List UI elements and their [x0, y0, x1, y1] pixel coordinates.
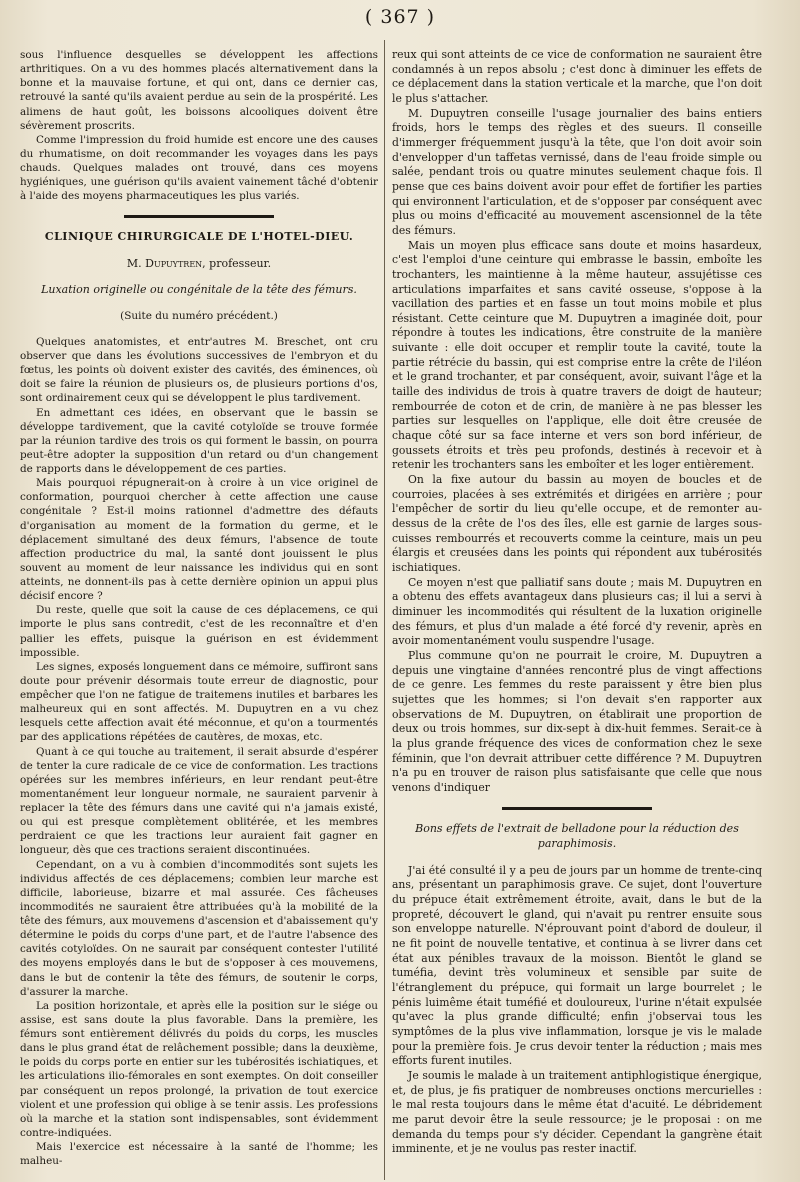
page-number: ( 367 )	[364, 6, 436, 28]
section-rule	[124, 215, 274, 218]
paragraph: Mais un moyen plus efficace sans doute et moins hasardeux, c'est l'emploi d'une ceinture qui embrasse le bassin, emboîte les trochanters, les maintienne à la même hauteur, assujétisse ces articulations imparfaites et sans cavité osseuse, s'oppose à la vacillation des parties et en fasse un tout moins mobile et plus résistant. Cette ceinture que M. Dupuytren a imaginée doit, pour répondre à toutes les indications, être construite de la manière suivante : elle doit occuper et remplir toute la cavité, toute la partie rétrécie du bassin, qui est comprise entre la crête de l'iléon et le grand trochanter, et par conséquent, avoir, suivant l'âge et la taille des individus de trois à quatre travers de doigt de hauteur; rembourrée de coton et de crin, de manière à ne pas blesser les parties sur lesquelles on l'applique, elle doit être creusée de chaque côté sur sa face interne et vers son bord inférieur, de goussets étroits et très peu profonds, destinés à recevoir et à retenir les trochanters sans les emboîter et les loger entièrement.	[392, 238, 762, 472]
paragraph: Les signes, exposés longuement dans ce mémoire, suffiront sans doute pour prévenir désormais toute erreur de diagnostic, pour empêcher que l'on ne fatigue de traitemens inutiles et barbares les malheureux qui en sont affectés. M. Dupuytren en a vu chez lesquels cette affection avait été méconnue, et qu'on a tourmentés par des applications répétées de cautères, de moxas, etc.	[20, 660, 378, 744]
paragraph: sous l'influence desquelles se développent les affections arthritiques. On a vu des hommes placés alternativement dans la bonne et la mauvaise fortune, et qui ont, dans ce dernier cas, retrouvé la santé qu'ils avaient perdue au sein de la prospérité. Les alimens de haut goût, les boissons alcooliques doivent être sévèrement proscrits.	[20, 49, 378, 132]
right-column	[392, 48, 762, 1157]
paragraph: Je soumis le malade à un traitement antiphlogistique énergique, et, de plus, je fis pratiquer de nombreuses onctions mercurielles : le mal resta toujours dans le même état d'acuité. Le débridement me parut devoir être la seule ressource; je le proposai : on me demanda du temps pour s'y décider. Cependant la gangrène était imminente, et je ne voulus pas rester inactif.	[392, 1068, 762, 1156]
paragraph: Quelques anatomistes, et entr'autres M. Breschet, ont cru observer que dans les évolutions successives de l'embryon et du fœtus, les points où doivent exister des cavités, des éminences, où doit se faire la réunion de plusieurs os, de plusieurs portions d'os, sont ordinairement ceux qui se développent le plus tardivement.	[20, 335, 378, 405]
column-divider	[384, 40, 385, 1180]
paragraph: Cependant, on a vu à combien d'incommodités sont sujets les individus affectés de ces déplacemens; combien leur marche est difficile, laborieuse, bizarre et mal assurée. Ces fâcheuses incommodités ne sauraient être attribuées qu'à la mobilité de la tête des fémurs, aux mouvemens d'ascension et d'abaissement qu'y détermine le poids du corps d'une part, et de l'autre l'absence des cavités cotyloïdes. On ne saurait par conséquent contester l'utilité des moyens employés dans le but de s'opposer à ces mouvemens, dans le but de contenir la tête des fémurs, de soutenir le corps, d'assurer la marche.	[20, 858, 378, 998]
paragraph: Mais pourquoi répugnerait-on à croire à un vice originel de conformation, pourquoi chercher à cette affection une cause congénitale ? Est-il moins rationnel d'admettre des défauts d'organisation au moment de la formation du germe, et le déplacement simultané des deux fémurs, l'absence de toute affection productrice du mal, la santé dont jouissent le plus souvent au moment de leur naissance les individus qui en sont atteints, ne donnent-ils pas à cette dernière opinion un appui plus décisif encore ?	[20, 477, 378, 603]
paragraph: M. Dupuytren conseille l'usage journalier des bains entiers froids, hors le temps des règles et des sueurs. Il conseille d'immerger fréquemment jusqu'à la tête, que l'on doit avoir soin d'envelopper d'un taffetas vernissé, dans de l'eau froide simple ou salée, pendant trois ou quatre minutes seulement chaque fois. Il pense que ces bains doivent avoir pour effet de fortifier les parties qui environnent l'articulation, et de s'opposer par conséquent avec plus ou moins d'efficacité au mouvement ascensionnel de la tête des fémurs.	[392, 106, 762, 237]
paragraph: On la fixe autour du bassin au moyen de boucles et de courroies, placées à ses extrémités et dirigées en arrière ; pour l'empêcher de sortir du lieu qu'elle occupe, et de remonter au-dessus de la crête de l'os des îles, elle est garnie de larges sous-cuisses rembourrés et recouverts comme la ceinture, mais un peu élargis et creusées dans les points qui répondent aux tubérosités ischiatiques.	[392, 473, 762, 574]
paragraph: Mais l'exercice est nécessaire à la santé de l'homme; les malheu-	[20, 1141, 378, 1168]
author-line	[20, 257, 378, 271]
paragraph: reux qui sont atteints de ce vice de conformation ne sauraient être condamnés à un repos absolu ; c'est donc à diminuer les effets de ce déplacement dans la station verticale et la marche, que l'on doit le plus s'attacher.	[392, 48, 762, 105]
author-prefix: M.	[126, 256, 142, 270]
paragraph: J'ai été consulté il y a peu de jours par un homme de trente-cinq ans, présentant un paraphimosis grave. Ce sujet, dont l'ouverture du prépuce était extrêmement étroite, avait, dans le but de la propreté, découvert le gland, qui n'avait pu rentrer ensuite sous son enveloppe naturelle. N'éprouvant point d'abord de douleur, il ne fit point de nouvelle tentative, et continua à se livrer dans cet état aux pénibles travaux de la moisson. Bientôt le gland se tuméfia, devint très volumineux et sensible par suite de l'étranglement du prépuce, qui formait un large bourrelet ; le pénis luimême était tuméfié et douloureux, l'urine n'était expulsée qu'avec la plus grande difficulté; enfin j'observai tous les symptômes de la plus vive inflammation, lorsque je vis le malade pour la première fois. Je crus devoir tenter la réduction ; mais mes efforts furent inutiles.	[392, 863, 762, 1068]
paragraph: Comme l'impression du froid humide est encore une des causes du rhumatisme, on doit recommander les voyages dans les pays chauds. Quelques malades ont trouvé, dans ces moyens hygiéniques, une guérison qu'ils avaient vainement tâché d'obtenir à l'aide des moyens pharmaceutiques les plus variés.	[20, 133, 378, 203]
paragraph: Du reste, quelle que soit la cause de ces déplacemens, ce qui importe le plus sans contredit, c'est de les reconnaître et d'en pallier les effets, puisque la guérison en est évidemment impossible.	[20, 604, 378, 659]
paragraph: Ce moyen n'est que palliatif sans doute ; mais M. Dupuytren en a obtenu des effets avantageux dans plusieurs cas; il lui a servi à diminuer les incommodités qui résultent de la luxation originelle des fémurs, et plus d'un malade a été forcé d'y revenir, après en avoir momentanément voulu suspendre l'usage.	[392, 575, 762, 648]
author-suffix: , professeur.	[202, 256, 272, 270]
section-title: CLINIQUE CHIRURGICALE DE L'HOTEL-DIEU.	[44, 230, 354, 244]
paragraph: Plus commune qu'on ne pourrait le croire, M. Dupuytren a depuis une vingtaine d'années rencontré plus de vingt affections de ce genre. Les femmes du reste paraissent y être bien plus sujettes que les hommes; si l'on devait s'en rapporter aux observations de M. Dupuytren, on établirait une proportion de deux ou trois hommes, sur dix-sept à dix-huit femmes. Serait-ce à la plus grande fréquence des vices de conformation chez le sexe féminin, que l'on devrait attribuer cette différence ? M. Dupuytren n'a pu en trouver de raison plus satisfaisante que celle que nous venons d'indiquer	[392, 648, 762, 794]
author-name: Dupuytren	[145, 256, 203, 270]
section-title: Bons effets de l'extrait de belladone pour la réduction des paraphimosis.	[415, 822, 739, 851]
left-column	[20, 48, 378, 1168]
section-rule	[502, 807, 652, 810]
paragraph: En admettant ces idées, en observant que le bassin se développe tardivement, que la cavité cotyloïde se trouve formée par la réunion tardive des trois os qui forment le bassin, on pourra peut-être adopter la supposition d'un retard ou d'un changement de rapports dans le développement de ces parties.	[20, 406, 378, 475]
paragraph: Quant à ce qui touche au traitement, il serait absurde d'espérer de tenter la cure radicale de ce vice de conformation. Les tractions opérées sur les membres inférieurs, en leur rendant peut-être momentanément leur longueur normale, ne sauraient parvenir à replacer la tête des fémurs dans une cavité qui n'a jamais existé, ou qui est presque complètement oblitérée, et les membres perdraient ce que les tractions leur auraient fait gagner en longueur, dès que ces tractions seraient discontinuées.	[20, 745, 378, 857]
article-subtitle: Luxation originelle ou congénitale de la tête des fémurs.	[41, 282, 357, 296]
paragraph: La position horizontale, et après elle la position sur le siége ou assise, est sans doute la plus favorable. Dans la première, les fémurs sont entièrement délivrés du poids du corps, les muscles dans le plus grand état de relâchement possible; dans la deuxième, le poids du corps porte en entier sur les tubérosités ischiatiques, et les articulations ilio-fémorales en sont exemptes. On doit conseiller par conséquent un repos prolongé, la privation de tout exercice violent et une profession qui oblige à se tenir assis. Les professions où la marche et la station sont indispensables, sont évidemment contre-indiquées.	[20, 999, 378, 1139]
continuation-note: (Suite du numéro précédent.)	[120, 309, 278, 322]
